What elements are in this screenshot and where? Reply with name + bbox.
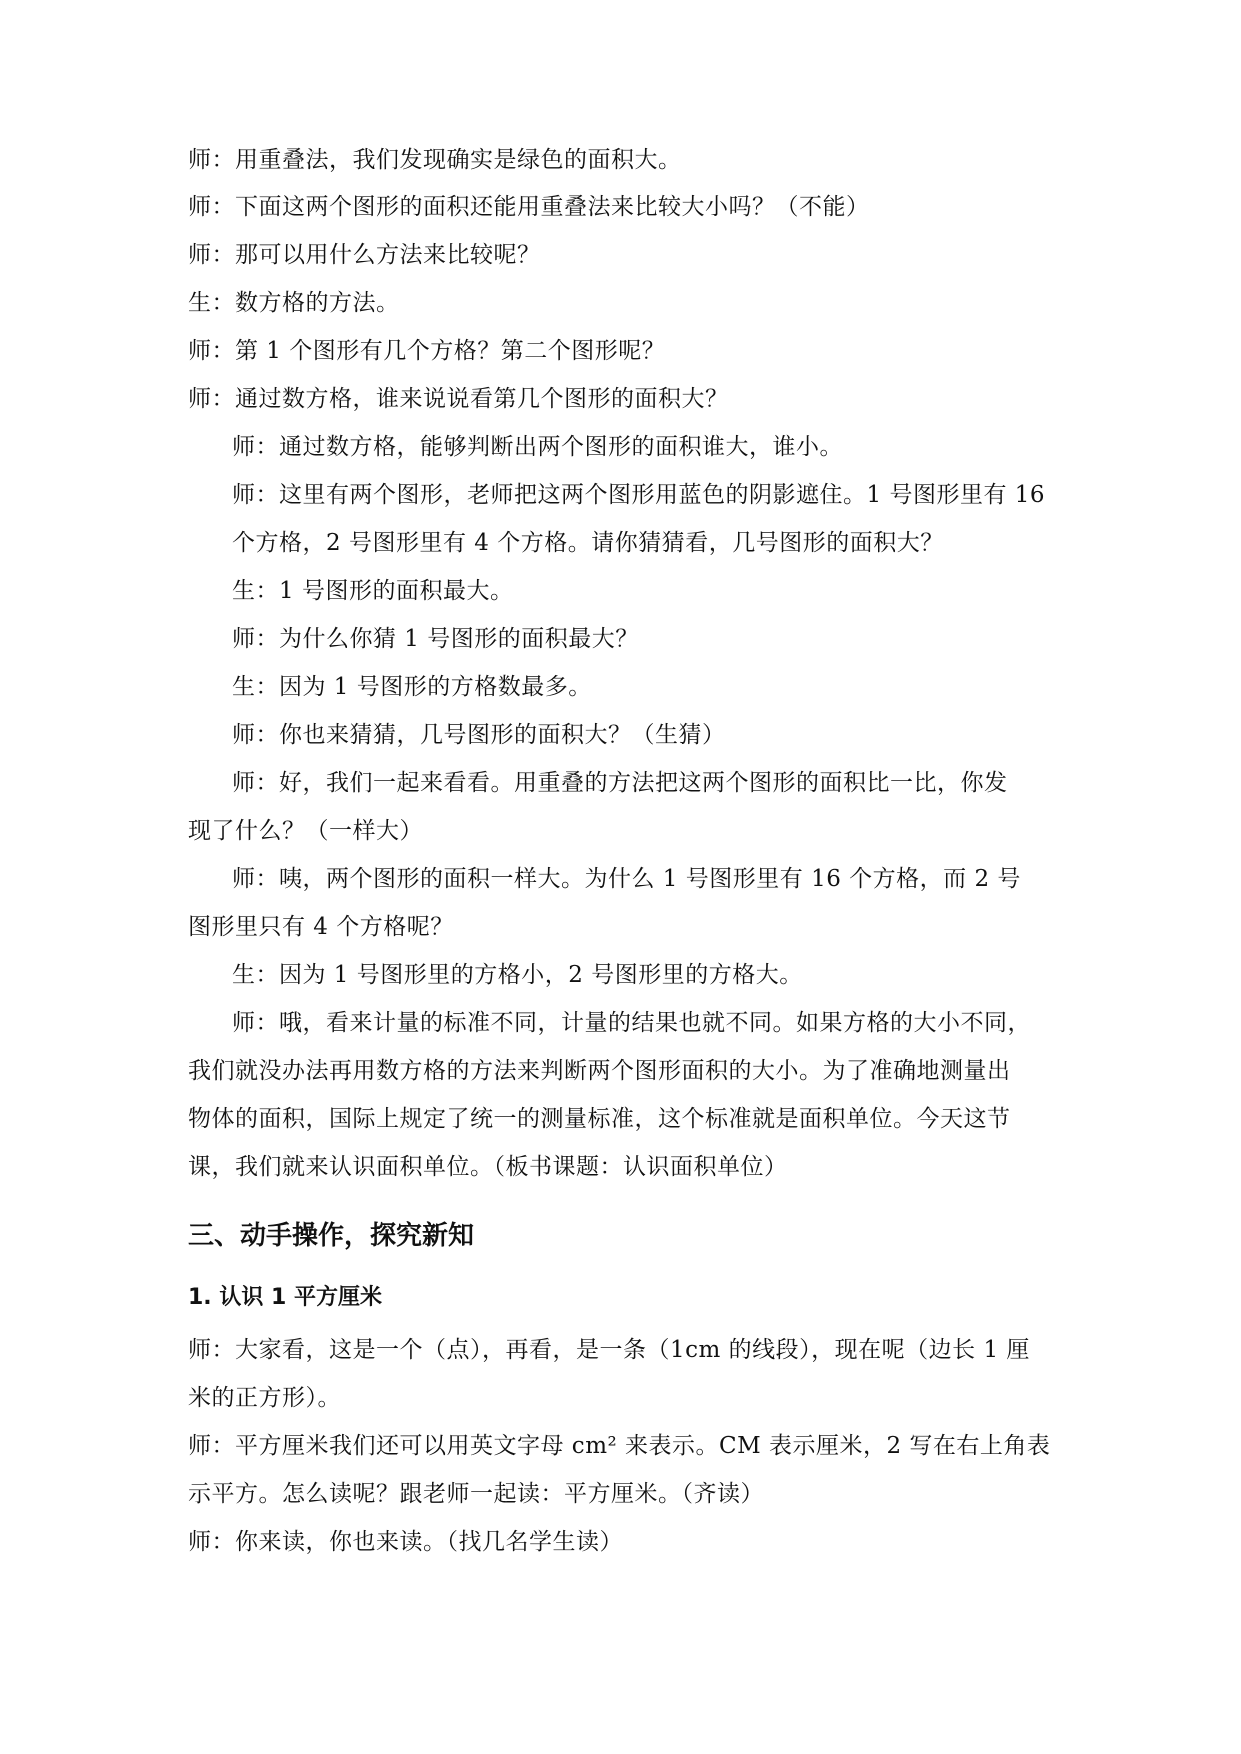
paragraph-line: 师：通过数方格，能够判断出两个图形的面积谁大，谁小。 — [232, 434, 843, 460]
paragraph-line: 生：因为 1 号图形里的方格小，2 号图形里的方格大。 — [232, 962, 803, 988]
paragraph-line: 我们就没办法再用数方格的方法来判断两个图形面积的大小。为了准确地测量出 — [188, 1058, 1011, 1084]
paragraph-line: 师：大家看，这是一个（点），再看，是一条（1cm 的线段），现在呢（边长 1 厘 — [188, 1337, 1030, 1363]
paragraph-line: 师：通过数方格，谁来说说看第几个图形的面积大？ — [188, 386, 729, 412]
paragraph-line: 师：好，我们一起来看看。用重叠的方法把这两个图形的面积比一比，你发 — [232, 770, 1008, 796]
paragraph-line: 师：那可以用什么方法来比较呢？ — [188, 242, 541, 268]
paragraph-line: 生：因为 1 号图形的方格数最多。 — [232, 674, 592, 700]
paragraph-line: 物体的面积，国际上规定了统一的测量标准，这个标准就是面积单位。今天这节 — [188, 1106, 1011, 1132]
paragraph-line: 师：你也来猜猜，几号图形的面积大？（生猜） — [232, 722, 726, 748]
paragraph-line: 师：下面这两个图形的面积还能用重叠法来比较大小吗？（不能） — [188, 194, 870, 220]
paragraph-line: 师：咦，两个图形的面积一样大。为什么 1 号图形里有 16 个方格，而 2 号 — [232, 866, 1021, 892]
subsection-heading: 1. 认识 1 平方厘米 — [188, 1285, 382, 1310]
paragraph-line: 课，我们就来认识面积单位。（板书课题：认识面积单位） — [188, 1154, 788, 1180]
paragraph-line: 师：用重叠法，我们发现确实是绿色的面积大。 — [188, 147, 682, 173]
paragraph-line: 米的正方形）。 — [188, 1385, 341, 1411]
paragraph-line: 师：平方厘米我们还可以用英文字母 cm² 来表示。CM 表示厘米，2 写在右上角表 — [188, 1433, 1051, 1459]
paragraph-line: 生：数方格的方法。 — [188, 290, 400, 316]
paragraph-line: 师：第 1 个图形有几个方格？第二个图形呢？ — [188, 338, 666, 364]
paragraph-line: 师：你来读，你也来读。（找几名学生读） — [188, 1529, 623, 1555]
paragraph-line: 现了什么？（一样大） — [188, 818, 423, 844]
paragraph-line: 师：哦，看来计量的标准不同，计量的结果也就不同。如果方格的大小不同， — [232, 1010, 1031, 1036]
paragraph-line: 示平方。怎么读呢？跟老师一起读：平方厘米。（齐读） — [188, 1481, 764, 1507]
paragraph-line: 师：为什么你猜 1 号图形的面积最大？ — [232, 626, 639, 652]
paragraph-line: 图形里只有 4 个方格呢？ — [188, 914, 454, 940]
paragraph-line: 生：1 号图形的面积最大。 — [232, 578, 514, 604]
section-heading: 三、动手操作，探究新知 — [188, 1221, 475, 1251]
paragraph-line: 师：这里有两个图形，老师把这两个图形用蓝色的阴影遮住。1 号图形里有 16 — [232, 482, 1046, 508]
paragraph-line: 个方格，2 号图形里有 4 个方格。请你猜猜看，几号图形的面积大？ — [232, 530, 944, 556]
